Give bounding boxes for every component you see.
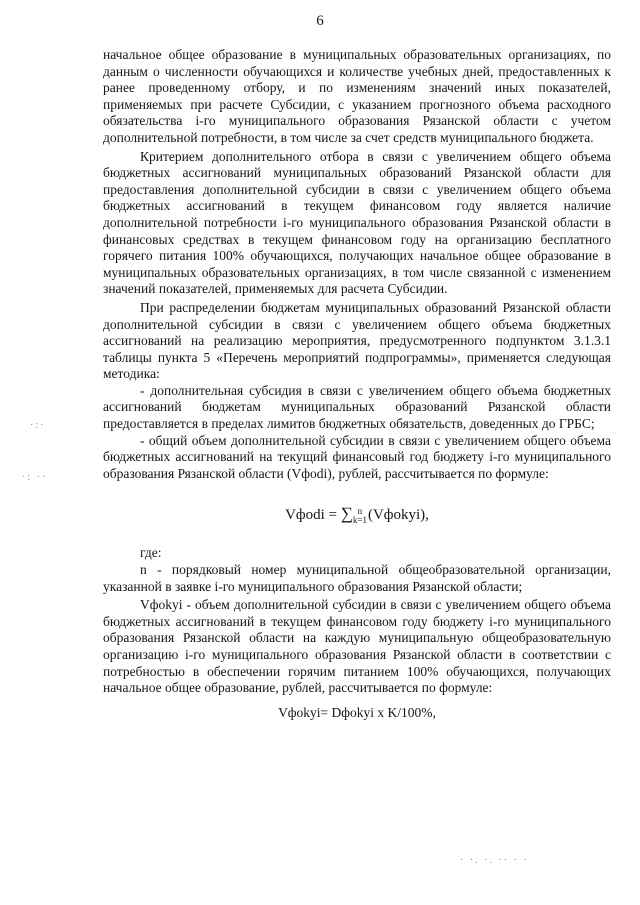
margin-mark: ·: ·· [22, 472, 48, 483]
paragraph-continuation: начальное общее образование в муниципальных образовательных организациях, по данным о численности обучающихся и количестве учебных дней, предоставленных к ранее проведенному отбору, и по изменениям значений иных показателей, применяемых при расчете Субсидии, с указанием прогнозного объема расходного обязательства i-го муниципального образования Рязанской области с учетом дополнительной потребности, в том числе за счет средств муниципального бюджета. [103, 47, 611, 145]
sum-upper-limit: n [357, 506, 363, 516]
document-body [103, 47, 611, 721]
list-item-total-volume: - общий объем дополнительной субсидии в связи с увеличением общего объема бюджетных ассигнований на текущий финансовый год бюджету i-го муниципального образования Рязанской области (Vфodi), рублей, рассчитывается по формуле: [103, 432, 611, 481]
formula-per-organization: Vфokyi= Dфokyi x K/100%, [278, 704, 436, 720]
formula-lhs: Vфodi [285, 507, 325, 524]
formula-total-subsidy [103, 504, 611, 525]
page-number: 6 [316, 13, 324, 29]
formula-term: (Vфokyi), [367, 507, 429, 524]
margin-mark: ·:· [30, 420, 46, 431]
list-item-additional-subsidy: - дополнительная субсидия в связи с увеличением общего объема бюджетных ассигнований бюджетам муниципальных образований Рязанской области предоставляется в пределах лимитов бюджетных обязательств, доведенных до ГРБС; [103, 382, 611, 432]
formula-equals: = [328, 507, 338, 524]
paragraph-distribution: При распределении бюджетам муниципальных образований Рязанской области дополнительной субсидии в связи с увеличением общего объема бюджетных ассигнований на реализацию мероприятия, предусмотренного подпунктом 3.1.3.1 таблицы пункта 5 «Перечень мероприятий подпрограммы», применяется следующая методика: [103, 299, 611, 382]
margin-mark: · ·. ·. ·· · · [460, 855, 529, 866]
sum-lower-limit: k=1 [352, 515, 367, 525]
definition-vfokyi: Vфokyi - объем дополнительной субсидии в связи с увеличением общего объема бюджетных ассигнований в текущем финансовом году бюджету i-го муниципального образования Рязанской области на каждую муниципальную общеобразовательную организацию i-го муниципального образования Рязанской области в соответствии с потребностью в обеспечении горячим питанием 100% обучающихся, получающих начальное общее образование, рублей, рассчитывается по формуле: [103, 597, 611, 696]
where-label: где: [140, 545, 162, 561]
sum-symbol-icon: ∑ [340, 504, 353, 524]
paragraph-criterion: Критерием дополнительного отбора в связи с увеличением общего объема бюджетных ассигнований муниципальных образований Рязанской области для предоставления дополнительной субсидии в связи с увеличением общего объема бюджетных ассигнований в текущем финансовом году является наличие дополнительной потребности i-го муниципального образования Рязанской области в финансовых средствах в текущем финансовом году на организацию бесплатного горячего питания 100% обучающихся, получающих начальное общее образование в муниципальных образовательных организациях, в том числе связанной с изменением значений показателей, применяемых для расчета Субсидии. [103, 148, 611, 297]
definition-n: n - порядковый номер муниципальной общеобразовательной организации, указанной в заявке i-го муниципального образования Рязанской области; [103, 562, 611, 594]
